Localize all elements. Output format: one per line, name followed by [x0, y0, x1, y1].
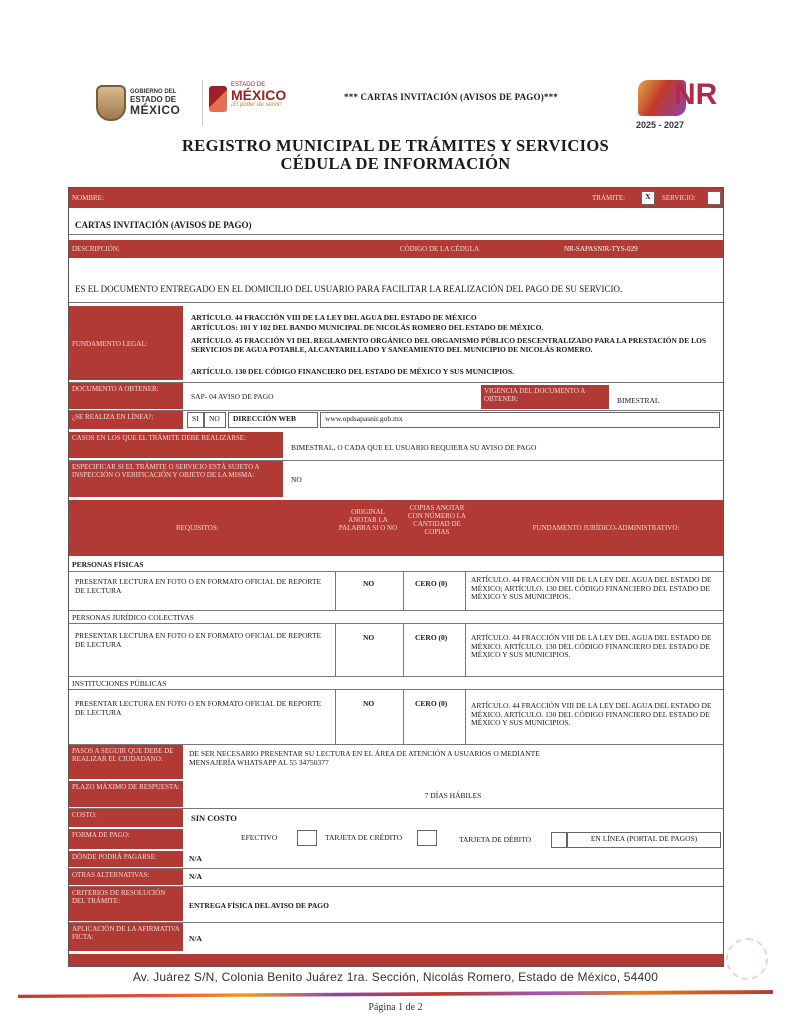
divider: [69, 302, 723, 303]
fundamento-line4: ARTÍCULO. 130 DEL CÓDIGO FINANCIERO DEL ESTADO DE MÉXICO Y SUS MUNICIPIOS.: [191, 367, 515, 376]
copias-value: CERO (0): [415, 579, 448, 588]
pago-efectivo-box[interactable]: [297, 830, 317, 846]
page-number: Página 1 de 2: [368, 1002, 423, 1013]
main-title: REGISTRO MUNICIPAL DE TRÁMITES Y SERVICIOS: [182, 136, 609, 155]
requisito-text: PRESENTAR LECTURA EN FOTO O EN FORMATO OFICIAL DE REPORTE DE LECTURA: [75, 631, 322, 649]
edomex-logo: [202, 80, 286, 126]
costo-value: SIN COSTO: [191, 813, 237, 823]
direccion-web-link[interactable]: www.opdsapasnir.gob.mx: [320, 412, 720, 428]
documento-value: SAP- 04 AVISO DE PAGO: [191, 392, 274, 401]
original-header: ORIGINAL ANOTAR LA PALABRA SI O NO: [338, 508, 398, 533]
requisitos-header: REQUISITOS:: [176, 524, 219, 532]
edomex-tagline: ¡El poder de servir!: [231, 102, 282, 108]
edomex-small-text: ESTADO DE: [231, 82, 266, 88]
especificar-label: ESPECIFICAR SI EL TRÁMITE O SERVICIO ESTÁ SUJETO A INSPECCIÓN O VERIFICACIÓN Y OBJETO DE LA MISMA:: [69, 461, 283, 497]
descripcion-row: [69, 240, 723, 258]
vigencia-label: VIGENCIA DEL DOCUMENTO A OBTENER:: [481, 385, 609, 409]
original-value: NO: [363, 699, 375, 708]
documento-label: DOCUMENTO A OBTENER:: [69, 383, 183, 409]
form-bottom-bar: [69, 954, 723, 966]
col-divider: [403, 624, 404, 676]
edomex-big-text: MÉXICO: [231, 87, 287, 103]
copias-header: COPIAS ANOTAR CON NÚMERO LA CANTIDAD DE COPIAS: [408, 504, 466, 537]
nombre-row: [69, 188, 723, 208]
fundamento-juridico-header: FUNDAMENTO JURÍDICO-ADMINISTRATIVO:: [532, 524, 680, 532]
tramite-checkbox[interactable]: X: [641, 191, 655, 205]
en-linea-si-option[interactable]: SI: [187, 412, 204, 428]
original-value: NO: [363, 633, 375, 642]
state-seal-icon: [96, 85, 126, 121]
col-divider: [465, 624, 466, 676]
cedula-form: [68, 187, 724, 967]
copias-value: CERO (0): [415, 633, 448, 642]
original-value: NO: [363, 579, 375, 588]
vigencia-value: BIMESTRAL: [617, 396, 660, 405]
otras-alternativas-label: OTRAS ALTERNATIVAS:: [69, 869, 183, 885]
especificar-value: NO: [291, 475, 302, 484]
section-instituciones-publicas: INSTITUCIONES PÚBLICAS: [69, 676, 723, 690]
copias-value: CERO (0): [415, 699, 448, 708]
edomex-mark-icon: [209, 86, 227, 112]
pago-credito-box[interactable]: [417, 830, 437, 846]
fundamento-juridico-value: ARTÍCULO. 44 FRACCIÓN VIII DE LA LEY DEL AGUA DEL ESTADO DE MÉXICO. ARTÍCULO. 130 DEL CÓDIGO FINANCIERO DEL ESTADO DE MÉXICO Y SUS MUNICIPIOS.: [471, 701, 712, 728]
criterios-value: ENTREGA FÍSICA DEL AVISO DE PAGO: [189, 901, 329, 910]
costo-label: COSTO:: [69, 809, 183, 827]
casos-value: BIMESTRAL, O CADA QUE EL USUARIO REQUIERA SU AVISO DE PAGO: [291, 443, 537, 452]
afirmativa-ficta-label: APLICACIÓN DE LA AFIRMATIVA FICTA:: [69, 923, 183, 951]
servicio-label: SERVICIO:: [662, 194, 696, 202]
servicio-checkbox[interactable]: [707, 191, 721, 205]
col-divider: [465, 690, 466, 744]
nr-years: 2025 - 2027: [636, 120, 685, 130]
plazo-value: 7 DÍAS HÁBILES: [424, 791, 482, 800]
nicolas-romero-logo: [630, 76, 730, 134]
plazo-label: PLAZO MÁXIMO DE RESPUESTA:: [69, 781, 183, 807]
col-divider: [335, 690, 336, 744]
pago-en-linea-option[interactable]: EN LÍNEA (PORTAL DE PAGOS): [567, 832, 721, 848]
requisitos-header-row: [69, 500, 723, 556]
pasos-value: DE SER NECESARIO PRESENTAR SU LECTURA EN EL ÁREA DE ATENCIÓN A USUARIOS O MEDIANTE MENSAJERÍA WHATSAPP AL 55 34750377: [189, 749, 540, 767]
pago-debito-box[interactable]: [551, 832, 567, 848]
fundamento-juridico-value: ARTÍCULO. 44 FRACCIÓN VIII DE LA LEY DEL AGUA DEL ESTADO DE MÉXICO. ARTÍCULO. 130 DEL CÓDIGO FINANCIERO DEL ESTADO DE MÉXICO Y SUS MUNICIPIOS.: [471, 633, 712, 660]
col-divider: [403, 572, 404, 612]
header-title: *** CARTAS INVITACIÓN (AVISOS DE PAGO)***: [344, 92, 558, 102]
donde-value: N/A: [189, 854, 202, 863]
page-header: [96, 74, 736, 134]
fundamento-label: FUNDAMENTO LEGAL:: [69, 306, 183, 380]
fundamento-line2: ARTÍCULOS: 101 Y 102 DEL BANDO MUNICIPAL DE NICOLÁS ROMERO DEL ESTADO DE MÉXICO.: [191, 323, 544, 332]
en-linea-no-option[interactable]: NO: [204, 412, 226, 428]
nombre-value: CARTAS INVITACIÓN (AVISOS DE PAGO): [75, 220, 252, 230]
otras-alternativas-value: N/A: [189, 872, 202, 881]
gob-line3: MÉXICO: [130, 103, 181, 118]
fundamento-line3: ARTÍCULO. 45 FRACCIÓN VI DEL REGLAMENTO ORGÁNICO DEL ORGANISMO PÚBLICO DESCENTRALIZADO PARA LA PRESTACIÓN DE LOS SERVICIOS DE AGUA POTABLE, ALCANTARILLADO Y SANEAMIENTO DEL MUNICIPIO DE NICOLÁS ROMERO.: [191, 336, 707, 354]
tramite-label: TRÁMITE:: [592, 194, 626, 202]
donde-label: DÓNDE PODRÁ PAGARSE:: [69, 851, 183, 867]
col-divider: [335, 624, 336, 676]
section-personas-fisicas: PERSONAS FÍSICAS: [69, 558, 723, 572]
requisito-text: PRESENTAR LECTURA EN FOTO O EN FORMATO OFICIAL DE REPORTE DE LECTURA: [75, 699, 322, 717]
main-subtitle: CÉDULA DE INFORMACIÓN: [280, 154, 511, 173]
col-divider: [335, 572, 336, 612]
descripcion-label: DESCRIPCIÓN:: [72, 245, 120, 253]
footer-address: Av. Juárez S/N, Colonia Benito Juárez 1ra. Sección, Nicolás Romero, Estado de México, 54400: [132, 970, 659, 984]
casos-label: CASOS EN LOS QUE EL TRÁMITE DEBE REALIZARSE:: [69, 432, 283, 458]
codigo-label: CÓDIGO DE LA CÉDULA: [400, 245, 480, 253]
col-divider: [403, 690, 404, 744]
col-divider: [465, 572, 466, 612]
section-personas-juridico-colectivas: PERSONAS JURÍDICO COLECTIVAS: [69, 610, 723, 624]
criterios-label: CRITERIOS DE RESOLUCIÓN DEL TRÁMITE:: [69, 887, 183, 921]
divider: [69, 234, 723, 235]
pasos-label: PASOS A SEGUIR QUE DEBE DE REALIZAR EL CIUDADANO:: [69, 745, 183, 779]
footer-color-strip: [18, 990, 773, 998]
pago-debito-option[interactable]: TARJETA DE DÉBITO: [459, 835, 531, 844]
fundamento-line1: ARTÍCULO. 44 FRACCIÓN VIII DE LA LEY DEL AGUA DEL ESTADO DE MÉXICO: [191, 313, 477, 322]
en-linea-label: ¿SE REALIZA EN LÍNEA?:: [69, 411, 183, 429]
direccion-web-label: DIRECCIÓN WEB: [228, 412, 318, 428]
afirmativa-ficta-value: N/A: [189, 934, 202, 943]
forma-pago-label: FORMA DE PAGO:: [69, 829, 183, 849]
gob-line2: ESTADO DE: [130, 94, 177, 104]
codigo-value: NR-SAPASNIR-TYS-029: [564, 245, 638, 253]
descripcion-value: ES EL DOCUMENTO ENTREGADO EN EL DOMICILIO DEL USUARIO PARA FACILITAR LA REALIZACIÓN DEL PAGO DE SU SERVICIO.: [75, 284, 623, 294]
nombre-label: NOMBRE:: [72, 194, 104, 202]
gob-line1: GOBIERNO DEL: [130, 89, 177, 96]
gobierno-edomex-logo: [96, 80, 182, 126]
pago-credito-option[interactable]: TARJETA DE CRÉDITO: [325, 833, 402, 842]
requisito-text: PRESENTAR LECTURA EN FOTO O EN FORMATO OFICIAL DE REPORTE DE LECTURA: [75, 577, 322, 595]
nr-letters: NR: [674, 78, 718, 111]
fundamento-juridico-value: ARTÍCULO. 44 FRACCIÓN VIII DE LA LEY DEL AGUA DEL ESTADO DE MÉXICO; ARTÍCULO. 130 DEL CÓDIGO FINANCIERO DEL ESTADO DE MÉXICO Y SUS MUNICIPIOS.: [471, 575, 712, 602]
pago-efectivo-option[interactable]: EFECTIVO: [241, 833, 278, 842]
